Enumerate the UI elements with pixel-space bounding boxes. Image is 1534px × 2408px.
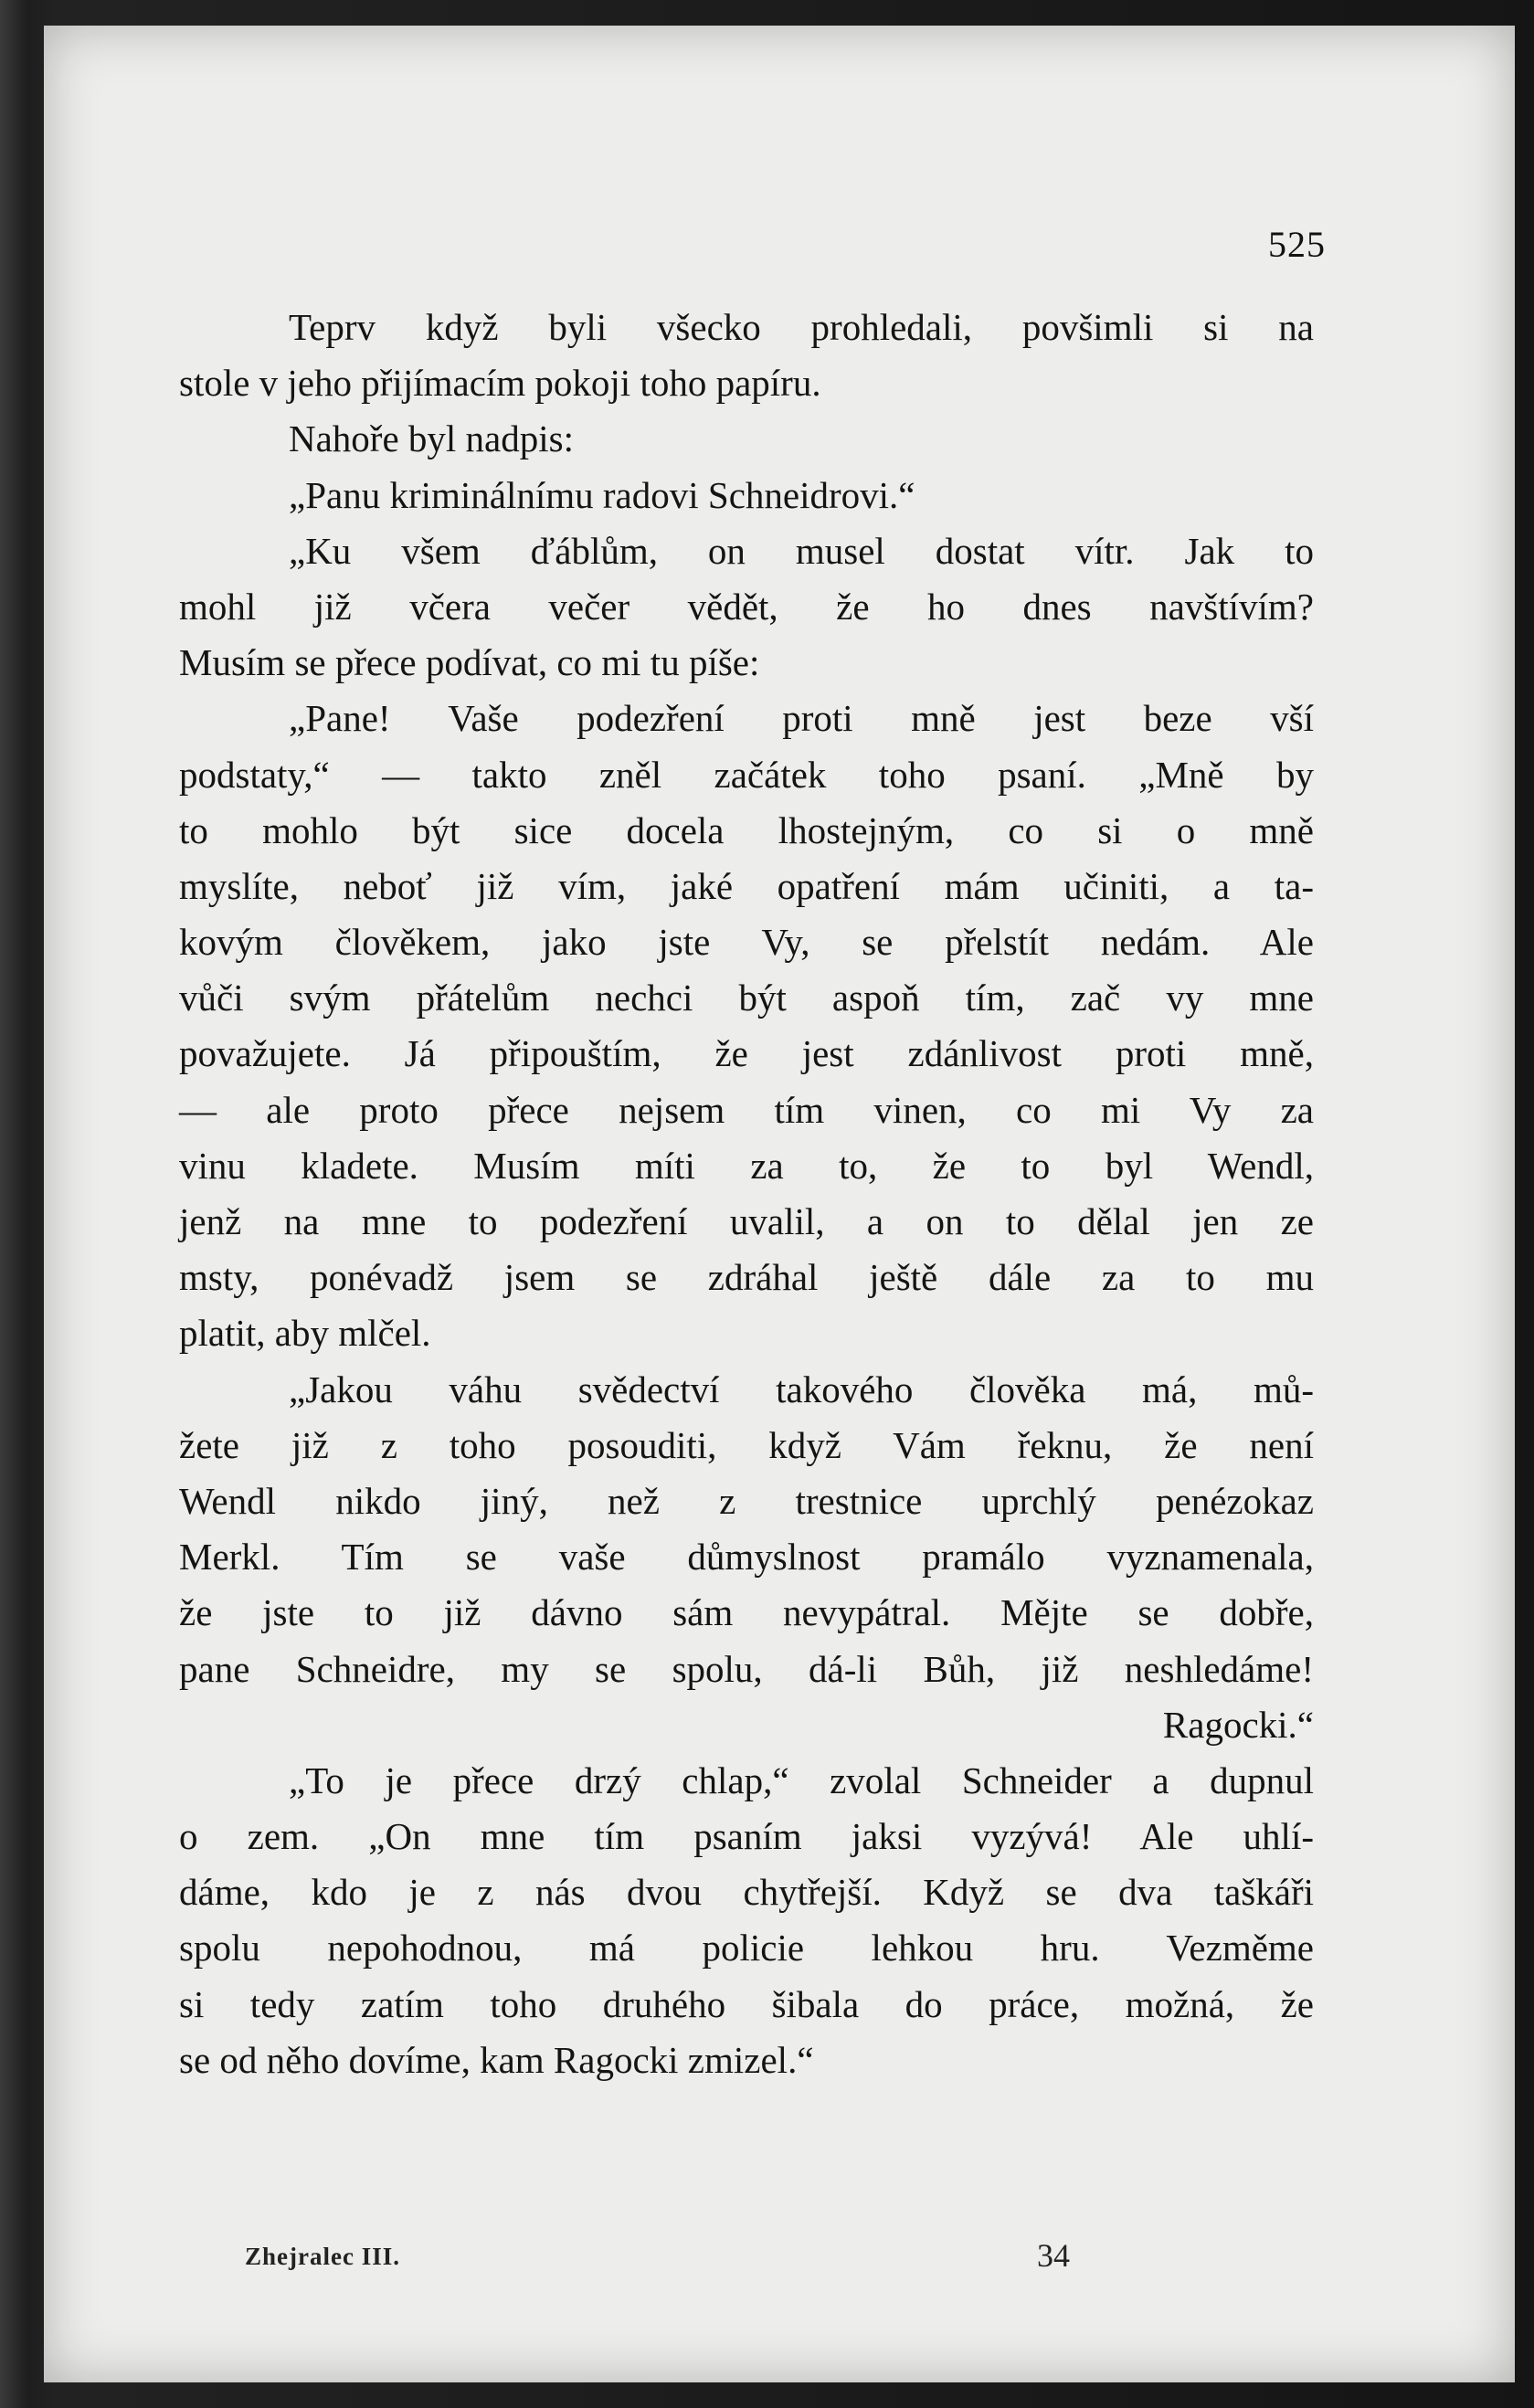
- text-line: vůči svým přátelům nechci být aspoň tím, zač vy mne: [179, 977, 1314, 1019]
- text-line: vinu kladete. Musím míti za to, že to byl Wendl,: [179, 1144, 1314, 1187]
- text-line: se od něho dovíme, kam Ragocki zmizel.“: [179, 2038, 814, 2081]
- text-line: že jste to již dávno sám nevypátral. Mějte se dobře,: [179, 1591, 1314, 1634]
- text-line: považujete. Já připouštím, že jest zdánlivost proti mně,: [179, 1032, 1314, 1075]
- text-line: „Ku všem ďáblům, on musel dostat vítr. Jak to: [289, 529, 1314, 572]
- text-line: podstaty,“ — takto zněl začátek toho psaní. „Mně by: [179, 753, 1314, 796]
- body-text: [179, 300, 1314, 2088]
- text-line: dáme, kdo je z nás dvou chytřejší. Když se dva taškáři: [179, 1871, 1314, 1914]
- page-number: 525: [1268, 224, 1326, 265]
- text-line: to mohlo být sice docela lhostejným, co si o mně: [179, 808, 1314, 851]
- footer-sheet-number: 34: [1037, 2237, 1070, 2274]
- text-line: o zem. „On mne tím psaním jaksi vyzývá! Ale uhlí-: [179, 1815, 1314, 1858]
- text-line: Nahoře byl nadpis:: [289, 417, 574, 460]
- text-line: — ale proto přece nejsem tím vinen, co mi Vy za: [179, 1088, 1314, 1131]
- text-line: si tedy zatím toho druhého šibala do práce, možná, že: [179, 1982, 1314, 2025]
- text-line: stole v jeho přijímacím pokoji toho papíru.: [179, 362, 821, 405]
- text-line: „Jakou váhu svědectví takového člověka má, mů-: [289, 1368, 1314, 1410]
- text-line: jenž na mne to podezření uvalil, a on to dělal jen ze: [179, 1200, 1314, 1242]
- text-line: Wendl nikdo jiný, než z trestnice uprchlý penézokaz: [179, 1479, 1314, 1522]
- text-line: Ragocki.“: [1162, 1703, 1314, 1746]
- text-line: pane Schneidre, my se spolu, dá-li Bůh, již neshledáme!: [179, 1647, 1314, 1690]
- text-line: spolu nepohodnou, má policie lehkou hru. Vezměme: [179, 1927, 1314, 1970]
- text-line: „Pane! Vaše podezření proti mně jest beze vší: [289, 697, 1314, 740]
- footer-signature: Zhejralec III.: [245, 2243, 400, 2270]
- text-line: platit, aby mlčel.: [179, 1312, 431, 1355]
- text-line: myslíte, neboť již vím, jaké opatření mám učiniti, a ta-: [179, 864, 1314, 907]
- text-line: msty, ponévadž jsem se zdráhal ještě dále za to mu: [179, 1256, 1314, 1299]
- text-line: Merkl. Tím se vaše důmyslnost pramálo vyznamenala,: [179, 1536, 1314, 1579]
- text-line: žete již z toho posouditi, když Vám řeknu, že není: [179, 1423, 1314, 1466]
- text-line: Musím se přece podívat, co mi tu píše:: [179, 641, 760, 684]
- text-line: „To je přece drzý chlap,“ zvolal Schneider a dupnul: [289, 1758, 1314, 1801]
- text-line: mohl již včera večer vědět, že ho dnes navštívím?: [179, 585, 1314, 628]
- text-line: Teprv když byli všecko prohledali, povšimli si na: [289, 306, 1314, 348]
- text-line: kovým člověkem, jako jste Vy, se přelstít nedám. Ale: [179, 921, 1314, 964]
- text-line: „Panu kriminálnímu radovi Schneidrovi.“: [289, 473, 915, 516]
